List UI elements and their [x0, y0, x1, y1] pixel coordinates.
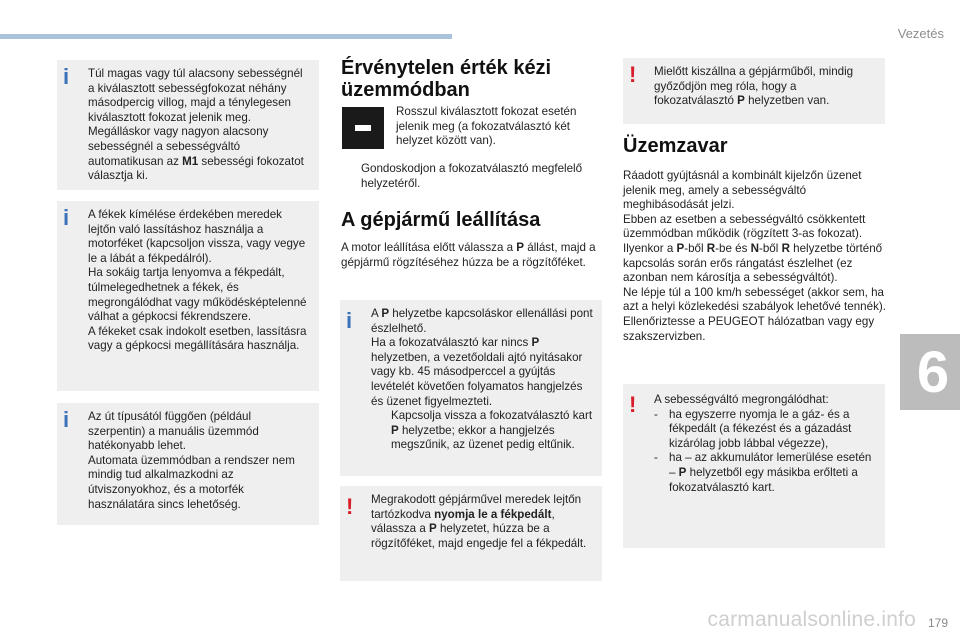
chapter-tab: 6	[900, 334, 960, 410]
list-item: - ha – az akkumulátor lemerülése esetén – P helyzetből egy másikba erőlteti a fokozatválasztó kart.	[654, 451, 872, 494]
list-item: - ha egyszerre nyomja le a gáz- és a fékpedált (a fékezést és a gázadást kizárólag jobb lábbal végezze),	[654, 407, 852, 450]
section-name: Vezetés	[897, 26, 944, 41]
warning-box-gearbox-damage	[623, 384, 885, 548]
paragraph: Ha a fokozatválasztó kar nincs P helyzetben, a vezetőoldali ajtó nyitásakor vagy kb. 45 másodperccel a gyújtás levételét követően folyamatos hangjelzés és üzenet figyelmezteti.	[371, 336, 583, 408]
paragraph: Megálláskor vagy nagyon alacsony sebességnél a sebességváltó automatikusan az M1 sebességi fokozatot választja ki.	[88, 125, 304, 183]
paragraph: Az út típusától függően (például szerpentin) a manuális üzemmód hatékonyabb lehet.	[88, 410, 259, 453]
warning-icon: !	[346, 494, 354, 519]
heading-malfunction: Üzemzavar	[623, 135, 728, 157]
paragraph: Mielőtt kiszállna a gépjárműből, mindig győződjön meg róla, hogy a fokozatválasztó P helyzetben van.	[654, 65, 854, 108]
arrow-bullet-icon	[371, 409, 391, 453]
paragraph: A P helyzetbe kapcsoláskor ellenállási pont észlelhető.	[371, 307, 593, 335]
bullet-item: Gondoskodjon a fokozatválasztó megfelelő helyzetéről.	[341, 162, 603, 191]
paragraph: Automata üzemmódban a rendszer nem mindig tud alkalmazkodni az útviszonyokhoz, és a motorfék használatára sincs lehetőség.	[88, 453, 295, 511]
paragraph: Túl magas vagy túl alacsony sebességnél a kiválasztott sebességfokozat néhány másodpercig villog, majd a ténylegesen kiválasztott fokozat jelenik meg.	[88, 67, 303, 124]
paragraph: A fékeket csak indokolt esetben, lassításra vagy a gépkocsi megállítására használja.	[88, 324, 307, 353]
paragraph: A fékek kímélése érdekében meredek lejtőn való lassításhoz használja a motorféket (kapcsoljon vissza, vagy vegye le a lábát a fékpedálról).	[88, 208, 306, 265]
info-box-speed	[57, 60, 319, 190]
info-box-road-type	[57, 403, 319, 525]
info-icon: i	[346, 308, 353, 333]
warning-icon: !	[629, 392, 637, 417]
warning-icon: !	[629, 62, 637, 87]
heading-vehicle-stop: A gépjármű leállítása	[341, 209, 541, 231]
heading-invalid-value: Érvénytelen érték kézi üzemmódban	[341, 57, 552, 101]
paragraph: A sebességváltó megrongálódhat:	[654, 393, 829, 406]
warning-box-leave-vehicle	[623, 58, 885, 124]
bullet-item: Kapcsolja vissza a fokozatválasztó kart P helyzetbe; ekkor a hangjelzés megszűnik, az üzenet pedig eltűnik.	[371, 409, 594, 453]
paragraph: Megrakodott gépjárművel meredek lejtőn tartózkodva nyomja le a fékpedált, válassza a P helyzetet, húzza be a rögzítőféket, majd engedje fel a fékpedált.	[371, 493, 587, 550]
invalid-value-text: Rosszul kiválasztott fokozat esetén jelenik meg (a fokozatválasztó két helyzet között van).	[396, 105, 577, 148]
invalid-value-display-icon	[342, 107, 384, 149]
info-icon: i	[63, 64, 70, 89]
info-icon: i	[63, 407, 70, 432]
paragraph: Ha sokáig tartja lenyomva a fékpedált, túlmelegedhetnek a fékek, és megrongálódhat vagy működésképtelenné válhat a gépkocsi fékrendszere.	[88, 266, 307, 324]
warning-box-slope	[340, 486, 602, 581]
stop-text: A motor leállítása előtt válassza a P állást, majd a gépjármű rögzítéséhez húzza be a rögzítőféket.	[341, 241, 596, 269]
header-accent-bar	[0, 34, 452, 39]
info-box-engine-brake	[57, 201, 319, 391]
info-box-park-position	[340, 300, 602, 476]
arrow-bullet-icon	[341, 162, 361, 191]
page-number: 179	[927, 616, 948, 630]
watermark: carmanualsonline.info	[707, 608, 916, 631]
info-icon: i	[63, 205, 70, 230]
malfunction-text: Ráadott gyújtásnál a kombinált kijelzőn üzenet jelenik meg, amely a sebességváltó meghibásodását jelzi. Ebben az esetben a sebességváltó csökkentett üzemmódban működik (rögzített 3-as fokozat). Ilyenkor a P-ből R-be és N-ből R helyzetbe történő kapcsolás során erős rángatást észlelhet (ez azonban nem károsítja a sebességváltót). Ne lépje túl a 100 km/h sebességet (akkor sem, ha azt a helyi közlekedési szabályok lehetővé tennék). Ellenőriztesse a PEUGEOT hálózatban vagy egy szakszervizben.	[623, 169, 886, 343]
